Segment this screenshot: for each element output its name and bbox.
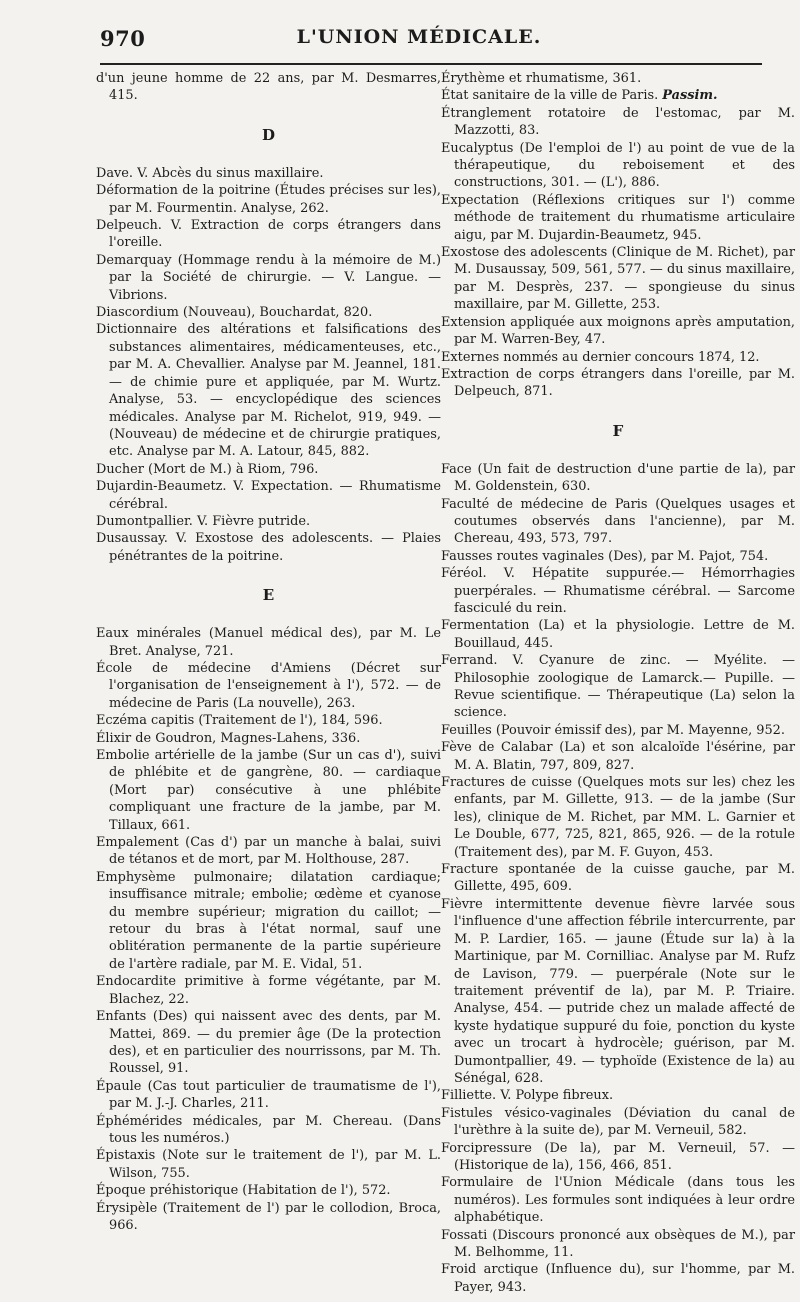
index-entry: Féréol. V. Hépatite suppurée.— Hémorrhagies puerpérales. — Rhumatisme cérébral. — Sarcome fasciculé du rein.: [441, 566, 795, 616]
index-entry: Épaule (Cas tout particulier de traumatisme de l'), par M. J.-J. Charles, 211.: [96, 1078, 441, 1112]
index-entry: Éphémérides médicales, par M. Chereau. (Dans tous les numéros.): [96, 1113, 441, 1146]
index-entry: Eucalyptus (De l'emploi de l') au point de vue de la thérapeutique, du reboisement et des constructions, 301. — (L'), 886.: [441, 140, 795, 191]
index-entry: Diascordium (Nouveau), Bouchardat, 820.: [96, 305, 373, 321]
index-entry: Ferrand. V. Cyanure de zinc. — Myélite. — Philosophie zoologique de Lamarck.— Pupille. — Revue scientifique. — Thérapeutique (La) selon la science.: [441, 653, 795, 721]
entries-f: [441, 461, 795, 1297]
section-letter-d: D: [261, 125, 275, 144]
section-letter-f: F: [612, 421, 624, 440]
entries-d: [96, 165, 441, 565]
entries-e: [96, 625, 441, 1234]
index-entry: Dusaussay. V. Exostose des adolescents. — Plaies pénétrantes de la poitrine.: [96, 531, 441, 564]
index-entry: Époque préhistorique (Habitation de l'), 572.: [96, 1183, 391, 1199]
index-entry: Filliette. V. Polype fibreux.: [441, 1088, 614, 1104]
index-entry: Empalement (Cas d') par un manche à balai, suivi de tétanos et de mort, par M. Holthouse, 287.: [96, 835, 441, 868]
index-entry: Eaux minérales (Manuel médical des), par M. Le Bret. Analyse, 721.: [96, 626, 441, 659]
index-entry: Feuilles (Pouvoir émissif des), par M. Mayenne, 952.: [441, 722, 785, 738]
index-entry: Érythème et rhumatisme, 361.: [441, 71, 642, 86]
index-entry: Étranglement rotatoire de l'estomac, par M. Mazzotti, 83.: [441, 105, 795, 139]
page-header: [78, 22, 760, 54]
index-entry: Fistules vésico-vaginales (Déviation du canal de l'urèthre à la suite de), par M. Verneuil, 582.: [441, 1105, 795, 1139]
index-entry: Ducher (Mort de M.) à Riom, 796.: [96, 461, 319, 477]
left-column: [96, 70, 441, 1234]
index-entry: d'un jeune homme de 22 ans, par M. Desmarres, 415.: [96, 71, 441, 104]
index-entry: Élixir de Goudron, Magnes-Lahens, 336.: [96, 730, 361, 746]
index-entry: Exostose des adolescents (Clinique de M. Richet), par M. Dusaussay, 509, 561, 577. — du sinus maxillaire, par M. Desprès, 237. — spongieuse du sinus maxillaire, par M. Gillette, 253.: [441, 245, 795, 313]
index-entry: Déformation de la poitrine (Études précises sur les), par M. Fourmentin. Analyse, 262.: [96, 183, 441, 216]
index-entry: Fève de Calabar (La) et son alcaloïde l'ésérine, par M. A. Blatin, 797, 809, 827.: [441, 740, 795, 773]
index-entry: Extension appliquée aux moignons après amputation, par M. Warren-Bey, 47.: [441, 314, 795, 348]
index-entry: Demarquay (Hommage rendu à la mémoire de M.) par la Société de chirurgie. — V. Langue. — Vibrions.: [96, 252, 441, 303]
index-entry: École de médecine d'Amiens (Décret sur l'organisation de l'enseignement à l'), 572. — de médecine de Paris (La nouvelle), 263.: [96, 660, 441, 711]
index-entry: Épistaxis (Note sur le traitement de l'), par M. L. Wilson, 755.: [96, 1148, 441, 1181]
index-entry: Extraction de corps étrangers dans l'oreille, par M. Delpeuch, 871.: [441, 366, 795, 400]
page-number: 970: [100, 26, 146, 51]
index-entry: Faculté de médecine de Paris (Quelques usages et coutumes observés dans l'ancienne), par M. Chereau, 493, 573, 797.: [441, 496, 795, 547]
index-entry: Fausses routes vaginales (Des), par M. Pajot, 754.: [441, 548, 769, 564]
index-entry: Fractures de cuisse (Quelques mots sur les) chez les enfants, par M. Gillette, 913. — de la jambe (Sur les), clinique de M. Richet, par MM. L. Garnier et Le Double, 677, 725, 821, 865, 926. — de la rotule (Traitement des), par M. F. Guyon, 453.: [441, 775, 795, 860]
index-entry: Fermentation (La) et la physiologie. Lettre de M. Bouillaud, 445.: [441, 618, 795, 651]
index-entry: Dave. V. Abcès du sinus maxillaire.: [96, 165, 324, 181]
index-entry: Endocardite primitive à forme végétante, par M. Blachez, 22.: [96, 974, 441, 1007]
index-entry: Eczéma capitis (Traitement de l'), 184, 596.: [96, 713, 383, 729]
index-entry: Érysipèle (Traitement de l') par le collodion, Broca, 966.: [96, 1200, 441, 1233]
index-entry: Formulaire de l'Union Médicale (dans tous les numéros). Les formules sont indiquées à leur ordre alphabétique.: [441, 1175, 795, 1226]
index-entry: Emphysème pulmonaire; dilatation cardiaque; insuffisance mitrale; embolie; œdème et cyanose du membre supérieur; migration du caillot; — retour du bras à l'état normal, sauf une oblitération permanente de la partie supérieure de l'artère radiale, par M. E. Vidal, 51.: [96, 869, 441, 972]
index-entry: Delpeuch. V. Extraction de corps étrangers dans l'oreille.: [96, 218, 441, 251]
right-column: [441, 70, 795, 1296]
index-entry: Expectation (Réflexions critiques sur l') comme méthode de traitement du rhumatisme articulaire aigu, par M. Dujardin-Beaumetz, 945.: [441, 192, 795, 243]
index-entry-etat: [441, 87, 795, 104]
index-entry: Fracture spontanée de la cuisse gauche, par M. Gillette, 495, 609.: [441, 862, 795, 895]
index-entry: Froid arctique (Influence du), sur l'homme, par M. Payer, 943.: [441, 1262, 795, 1295]
index-entry: Dumontpallier. V. Fièvre putride.: [96, 513, 311, 529]
index-entry: Enfants (Des) qui naissent avec des dents, par M. Mattei, 869. — du premier âge (De la protection des), et en particulier des nourrissons, par M. Th. Roussel, 91.: [96, 1009, 441, 1077]
passim-text: Passim.: [662, 88, 718, 104]
index-entry: Dujardin-Beaumetz. V. Expectation. — Rhumatisme cérébral.: [96, 479, 441, 512]
index-entry: Forcipressure (De la), par M. Verneuil, 57. — (Historique de la), 156, 466, 851.: [441, 1140, 795, 1173]
index-entry: Dictionnaire des altérations et falsifications des substances alimentaires, médicamenteuses, etc., par M. A. Chevallier. Analyse par M. Jeannel, 181. — de chimie pure et appliquée, par M. Wurtz. Analyse, 53. — encyclopédique des sciences médicales. Analyse par M. Richelot, 919, 949. — (Nouveau) de médecine et de chirurgie pratiques, etc. Analyse par M. A. Latour, 845, 882.: [96, 322, 441, 460]
running-title: L'UNION MÉDICALE.: [296, 26, 542, 48]
section-letter-e: E: [262, 586, 275, 605]
header-rule: [100, 63, 762, 65]
entries-e-right: [441, 140, 795, 401]
index-entry: Fièvre intermittente devenue fièvre larvée sous l'influence d'une affection fébrile intercurrente, par M. P. Lardier, 165. — jaune (Étude sur la) à la Martinique, par M. Cornilliac. Analyse par M. Rufz de Lavison, 779. — puerpérale (Note sur le traitement préventif de la), par M. P. Triaire. Analyse, 454. — putride chez un malade affecté de kyste hydatique suppuré du foie, ponction du kyste avec un trocart à hydrocèle; guérison, par M. Dumontpallier, 49. — typhoïde (Existence de la) au Sénégal, 628.: [441, 896, 795, 1086]
index-entry: Fossati (Discours prononcé aux obsèques de M.), par M. Belhomme, 11.: [441, 1227, 795, 1260]
index-entry: Externes nommés au dernier concours 1874, 12.: [441, 349, 760, 365]
index-entry: Face (Un fait de destruction d'une partie de la), par M. Goldenstein, 630.: [441, 461, 795, 495]
index-entry: Embolie artérielle de la jambe (Sur un cas d'), suivi de phlébite et de gangrène, 80. — cardiaque (Mort par) consécutive à une phlébite compliquant une fracture de la jambe, par M. Tillaux, 661.: [96, 748, 441, 833]
etat-text: État sanitaire de la ville de Paris.: [441, 88, 659, 104]
